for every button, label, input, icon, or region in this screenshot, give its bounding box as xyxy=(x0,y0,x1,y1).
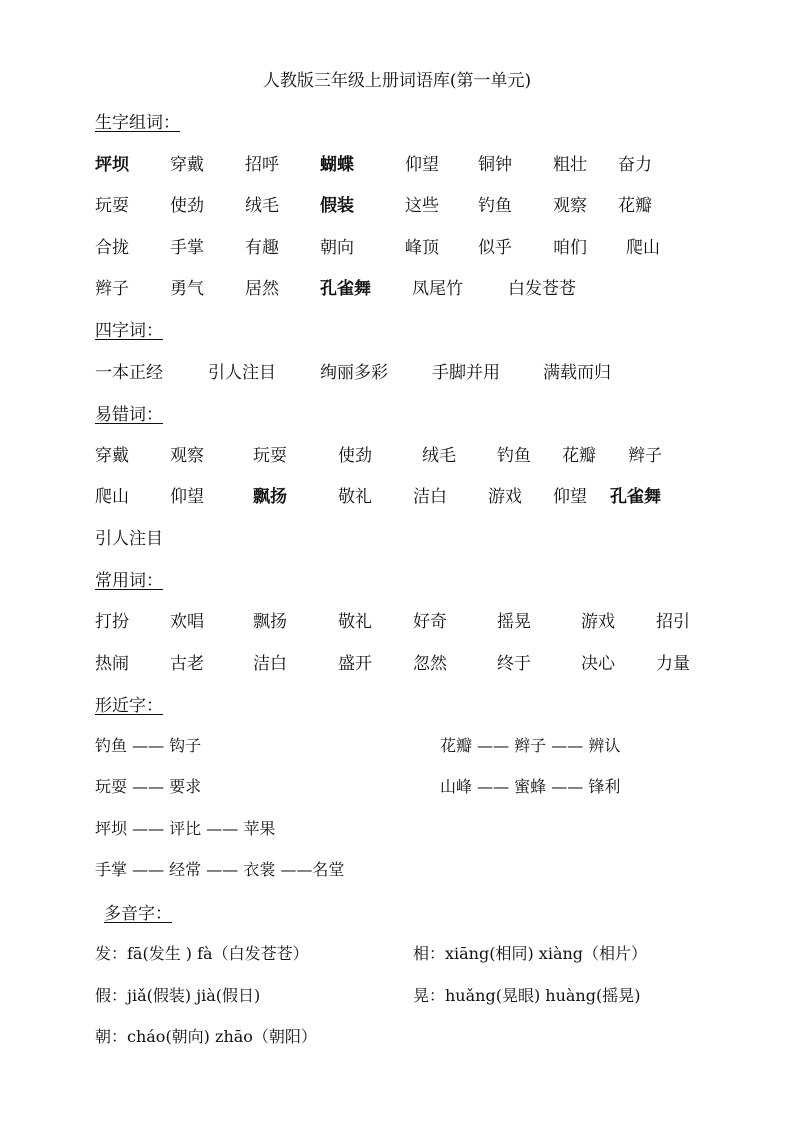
section-heading-sizi: 四字词： xyxy=(95,321,163,341)
word: 仰望 xyxy=(553,487,587,507)
word: 穿戴 xyxy=(170,155,204,175)
page-title: 人教版三年级上册词语库(第一单元) xyxy=(262,71,532,91)
word: 咱们 xyxy=(553,238,587,258)
word-row xyxy=(0,150,794,176)
word: 孔雀舞 xyxy=(320,279,371,299)
word: 使劲 xyxy=(338,446,372,466)
word: 热闹 xyxy=(95,654,129,674)
word: 粗壮 xyxy=(553,155,587,175)
word: 蝴蝶 xyxy=(320,155,354,175)
word: 有趣 xyxy=(245,238,279,258)
word-row xyxy=(0,233,794,259)
word: 决心 xyxy=(581,654,615,674)
word: 绚丽多彩 xyxy=(320,363,388,383)
word: 似乎 xyxy=(478,238,512,258)
word: 居然 xyxy=(245,279,279,299)
polyphone-line: 相：xiāng(相同) xiàng（相片） xyxy=(413,944,648,963)
word: 观察 xyxy=(553,196,587,216)
similar-char-line: 手掌 —— 经常 —— 衣裳 ——名堂 xyxy=(95,860,345,879)
word: 力量 xyxy=(656,654,690,674)
word: 一本正经 xyxy=(95,363,163,383)
word: 假装 xyxy=(320,196,354,216)
similar-char-line: 花瓣 —— 辫子 —— 辨认 xyxy=(440,736,621,755)
word-row xyxy=(0,524,794,550)
word: 勇气 xyxy=(170,279,204,299)
word: 敬礼 xyxy=(338,487,372,507)
word: 绒毛 xyxy=(422,446,456,466)
word: 钓鱼 xyxy=(478,196,512,216)
word: 飘扬 xyxy=(253,612,287,632)
word: 花瓣 xyxy=(618,196,652,216)
word: 古老 xyxy=(170,654,204,674)
polyphone-line: 假：jiǎ(假装) jià(假日) xyxy=(95,986,261,1005)
word: 钓鱼 xyxy=(497,446,531,466)
word-row xyxy=(0,482,794,508)
word-row xyxy=(0,274,794,300)
word: 辫子 xyxy=(95,279,129,299)
similar-char-line: 坪坝 —— 评比 —— 苹果 xyxy=(95,819,276,838)
word: 使劲 xyxy=(170,196,204,216)
word: 摇晃 xyxy=(497,612,531,632)
word: 欢唱 xyxy=(170,612,204,632)
word: 招引 xyxy=(656,612,690,632)
word-row xyxy=(0,441,794,467)
word: 游戏 xyxy=(488,487,522,507)
polyphone-line: 发：fā(发生 ) fà（白发苍苍） xyxy=(95,944,309,963)
section-heading-xingjin: 形近字： xyxy=(95,696,163,716)
word: 仰望 xyxy=(170,487,204,507)
word: 敬礼 xyxy=(338,612,372,632)
word: 白发苍苍 xyxy=(508,279,576,299)
word: 仰望 xyxy=(405,155,439,175)
word-row xyxy=(0,649,794,675)
word-row xyxy=(0,607,794,633)
similar-char-line: 钓鱼 —— 钩子 xyxy=(95,736,202,755)
word: 引人注目 xyxy=(208,363,276,383)
word: 手脚并用 xyxy=(432,363,500,383)
word: 爬山 xyxy=(626,238,660,258)
word: 玩耍 xyxy=(253,446,287,466)
word: 打扮 xyxy=(95,612,129,632)
word: 爬山 xyxy=(95,487,129,507)
word: 玩耍 xyxy=(95,196,129,216)
section-heading-duoyin: 多音字： xyxy=(104,904,172,924)
word: 手掌 xyxy=(170,238,204,258)
word: 花瓣 xyxy=(562,446,596,466)
word: 忽然 xyxy=(413,654,447,674)
word: 合拢 xyxy=(95,238,129,258)
similar-char-line: 山峰 —— 蜜蜂 —— 锋利 xyxy=(440,777,621,796)
word-row xyxy=(0,191,794,217)
word: 孔雀舞 xyxy=(610,487,661,507)
word: 奋力 xyxy=(618,155,652,175)
word: 引人注目 xyxy=(95,529,163,549)
word: 辫子 xyxy=(628,446,662,466)
word: 洁白 xyxy=(253,654,287,674)
word: 这些 xyxy=(405,196,439,216)
word: 朝向 xyxy=(320,238,354,258)
word: 终于 xyxy=(497,654,531,674)
word: 招呼 xyxy=(245,155,279,175)
word-row xyxy=(0,358,794,384)
word: 观察 xyxy=(170,446,204,466)
section-heading-changyong: 常用词： xyxy=(95,571,163,591)
word: 游戏 xyxy=(581,612,615,632)
similar-char-line: 玩耍 —— 要求 xyxy=(95,777,202,796)
word: 满载而归 xyxy=(543,363,611,383)
word: 铜钟 xyxy=(478,155,512,175)
polyphone-line: 晃：huǎng(晃眼) huàng(摇晃) xyxy=(413,986,641,1005)
section-heading-yicuo: 易错词： xyxy=(95,405,163,425)
word: 峰顶 xyxy=(405,238,439,258)
word: 好奇 xyxy=(413,612,447,632)
word: 洁白 xyxy=(413,487,447,507)
word: 穿戴 xyxy=(95,446,129,466)
word: 凤尾竹 xyxy=(412,279,463,299)
word: 坪坝 xyxy=(95,155,129,175)
word: 飘扬 xyxy=(253,487,287,507)
section-heading-shengzi: 生字组词： xyxy=(95,113,180,133)
word: 绒毛 xyxy=(245,196,279,216)
word: 盛开 xyxy=(338,654,372,674)
polyphone-line: 朝：cháo(朝向) zhāo（朝阳） xyxy=(95,1027,317,1046)
